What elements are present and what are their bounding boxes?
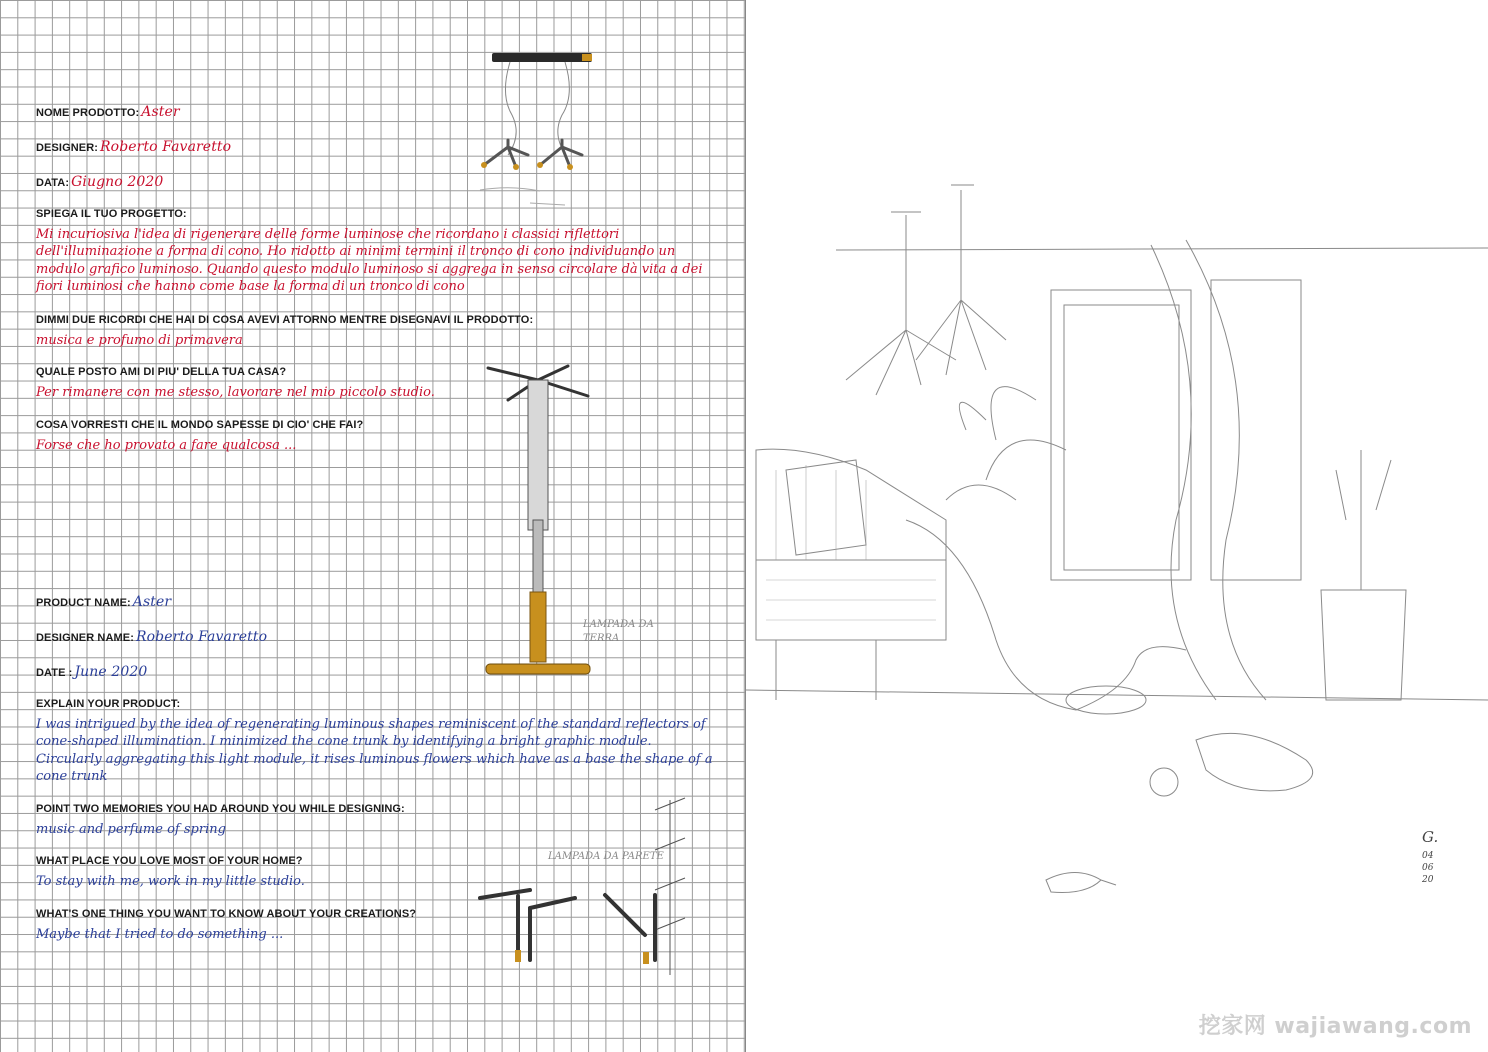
date-value-en: June 2020 bbox=[74, 664, 148, 680]
designer-label-it: DESIGNER: bbox=[36, 142, 99, 154]
signature-date: 04 06 20 bbox=[1422, 851, 1434, 885]
date-row-en bbox=[36, 664, 147, 680]
product-name-label-en: PRODUCT NAME: bbox=[36, 597, 131, 609]
product-name-row-it bbox=[36, 104, 180, 120]
date-label-en: DATE : bbox=[36, 667, 73, 679]
interior-sketch bbox=[746, 0, 1488, 1052]
world-value-en: Maybe that I tried to do something ... bbox=[36, 927, 284, 942]
illustration-page bbox=[746, 0, 1488, 1052]
designer-row-it bbox=[36, 139, 231, 155]
product-name-row-en bbox=[36, 594, 171, 610]
floor-lamp-note: LAMPADA DA TERRA bbox=[583, 619, 654, 644]
explain-value-en: I was intrigued by the idea of regenerating luminous shapes reminiscent of the standard reflectors of cone-shaped illumination. I minimized the cone trunk by identifying a bright graphic module. Circularly aggregating this light module, it rises luminous flowers which have as a base the shape of a cone trunk bbox=[36, 717, 713, 784]
floor-lamp-render bbox=[478, 360, 598, 690]
world-label-en: WHAT'S ONE THING YOU WANT TO KNOW ABOUT YOUR CREATIONS? bbox=[36, 908, 417, 920]
date-value-it: Giugno 2020 bbox=[71, 174, 164, 190]
place-value-it: Per rimanere con me stesso, lavorare nel mio piccolo studio. bbox=[36, 385, 435, 400]
designer-value-en: Roberto Favaretto bbox=[135, 629, 268, 645]
date-label-it: DATA: bbox=[36, 177, 70, 189]
designer-value-it: Roberto Favaretto bbox=[100, 139, 232, 155]
signature-initial: G. bbox=[1422, 828, 1439, 846]
product-name-value-en: Aster bbox=[132, 594, 172, 610]
date-row-it bbox=[36, 174, 163, 190]
wall-lamp-render bbox=[470, 790, 700, 980]
pendant-lamp-render bbox=[470, 45, 600, 215]
wall-lamp-note: LAMPADA DA PARETE bbox=[548, 851, 664, 862]
product-name-label-it: NOME PRODOTTO: bbox=[36, 107, 140, 119]
memories-label-en: POINT TWO MEMORIES YOU HAD AROUND YOU WHILE DESIGNING: bbox=[36, 803, 405, 815]
world-value-it: Forse che ho provato a fare qualcosa ... bbox=[36, 438, 297, 453]
world-label-it: COSA VORRESTI CHE IL MONDO SAPESSE DI CIO' CHE FAI? bbox=[36, 419, 364, 431]
designer-row-en bbox=[36, 629, 267, 645]
explain-label-it: SPIEGA IL TUO PROGETTO: bbox=[36, 208, 187, 220]
memories-value-it: musica e profumo di primavera bbox=[36, 333, 243, 348]
place-label-en: WHAT PLACE YOU LOVE MOST OF YOUR HOME? bbox=[36, 855, 303, 867]
explain-label-en: EXPLAIN YOUR PRODUCT: bbox=[36, 698, 181, 710]
watermark: 挖家网 wajiawang.com bbox=[1198, 1014, 1472, 1039]
designer-label-en: DESIGNER NAME: bbox=[36, 632, 134, 644]
memories-value-en: music and perfume of spring bbox=[36, 822, 226, 837]
place-value-en: To stay with me, work in my little studio. bbox=[36, 874, 305, 889]
product-name-value-it: Aster bbox=[141, 104, 180, 120]
place-label-it: QUALE POSTO AMI DI PIU' DELLA TUA CASA? bbox=[36, 366, 287, 378]
explain-value-it: Mi incuriosiva l'idea di rigenerare delle forme luminose che ricordano i classici riflettori dell'illuminazione a forma di cono. Ho ridotto ai minimi termini il tronco di cono individuando un modulo grafico luminoso. Quando questo modulo luminoso si aggrega in senso circolare dà vita a dei fiori luminosi che hanno come base la forma di un tronco di cono bbox=[36, 227, 703, 294]
memories-label-it: DIMMI DUE RICORDI CHE HAI DI COSA AVEVI ATTORNO MENTRE DISEGNAVI IL PRODOTTO: bbox=[36, 314, 534, 326]
